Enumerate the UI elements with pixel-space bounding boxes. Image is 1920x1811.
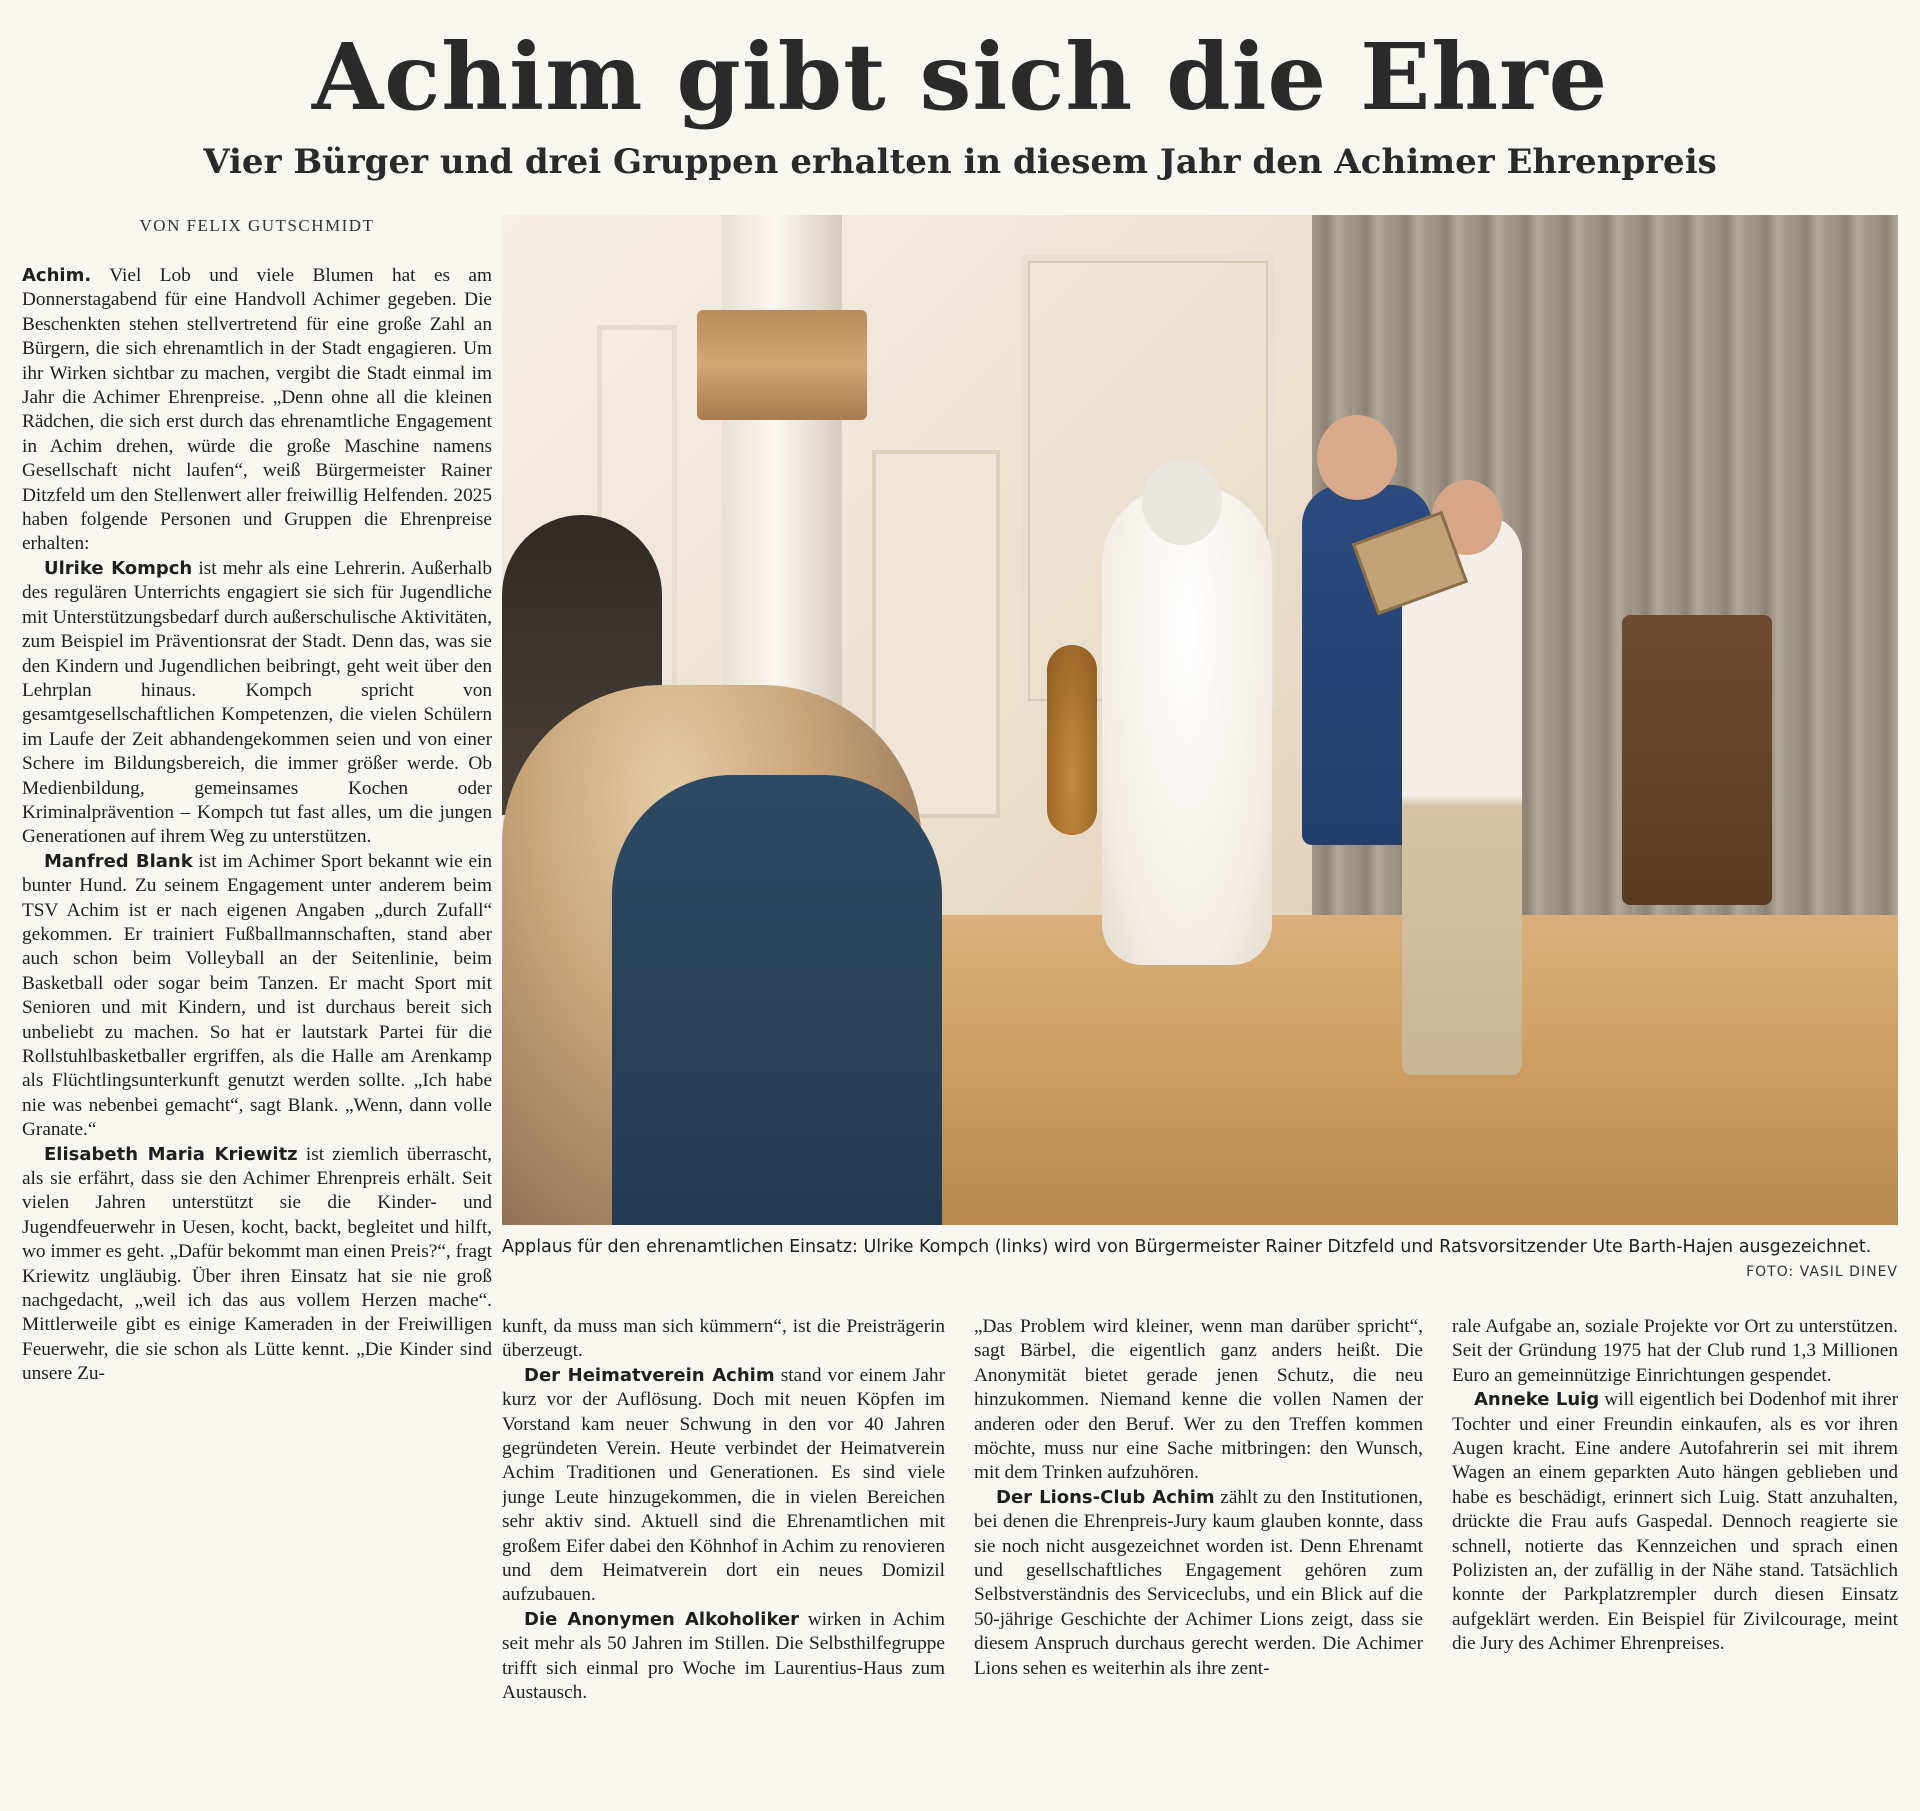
paragraph-text: ist ziemlich überrascht, als sie erfährt, dass sie den Achimer Ehrenpreis erhält. Seit vielen Jahren unterstützt sie die Kinder- und Jugendfeuerwehr in Uesen, kocht, backt, begleitet und hilft, wo immer es geht. „Dafür bekommt man einen Preis?“, fragt Kriewitz ungläubig. Über ihren Einsatz hat sie nie groß nachgedacht, „weil ich das aus vollem Herzen mache“. Mittlerweile gibt es einige Kameraden in der Freiwilligen Feuerwehr, die sie schon als Lütte kennt. „Die Kinder sind unsere Zu- bbox=[22, 1143, 492, 1385]
photo-lamp bbox=[697, 310, 867, 420]
paragraph-heimatverein bbox=[502, 1364, 945, 1608]
photo-person-head bbox=[1142, 460, 1222, 545]
text-column-1 bbox=[22, 264, 492, 1804]
photo-person-honoree bbox=[1102, 485, 1272, 965]
paragraph-lead: Elisabeth Maria Kriewitz bbox=[44, 1143, 298, 1165]
article-photo bbox=[502, 215, 1898, 1225]
paragraph-luig bbox=[1452, 1388, 1898, 1656]
paragraph-lead: Manfred Blank bbox=[44, 850, 193, 872]
photo-person-head bbox=[1317, 415, 1397, 500]
paragraph-lead: Ulrike Kompch bbox=[44, 557, 193, 579]
paragraph-continuation: rale Aufgabe an, soziale Projekte vor Ort zu unterstützen. Seit der Gründung 1975 hat der Club rund 1,3 Millionen Euro an gemeinnützige Einrichtungen gespendet. bbox=[1452, 1316, 1898, 1386]
paragraph-continuation: kunft, da muss man sich kümmern“, ist die Preisträgerin überzeugt. bbox=[502, 1316, 945, 1362]
text-column-3 bbox=[974, 1315, 1423, 1805]
text-column-4 bbox=[1452, 1315, 1898, 1805]
paragraph-lead: Achim. bbox=[22, 265, 92, 286]
paragraph-text: Viel Lob und viele Blumen hat es am Donnerstagabend für eine Handvoll Achimer gegeben. Die Beschenkten stehen stellvertretend für eine große Zahl an Bürgern, die sich ehrenamtlich in der Stadt engagieren. Um ihr Wirken sichtbar zu machen, vergibt die Stadt einmal im Jahr die Achimer Ehrenpreise. „Denn ohne all die kleinen Rädchen, die sich erst durch das ehrenamtliche Engagement in Achim drehen, würde die große Maschine namens Gesellschaft nicht laufen“, weiß Bürgermeister Rainer Ditzfeld um den Stellenwert aller freiwillig Helfenden. 2025 haben folgende Personen und Gruppen die Ehrenpreise erhalten: bbox=[22, 265, 492, 555]
paragraph-lions-club bbox=[974, 1486, 1423, 1681]
paragraph-lead: Der Lions-Club Achim bbox=[996, 1486, 1215, 1508]
photo-audience-member bbox=[612, 775, 942, 1225]
paragraph-text: ist mehr als eine Lehrerin. Außerhalb des regulären Unterrichts engagiert sie sich für Jugendliche mit Unterstützungsbedarf durch außerschulische Aktivitäten, zum Beispiel im Präventionsrat der Stadt. Denn das, was sie den Kindern und Jugendlichen beibringt, geht weit über den Lehrplan hinaus. Kompch spricht von gesamtgesellschaftlichen Kompetenzen, die vielen Schülern im Laufe der Zeit abhandengekommen seien und von einer Schere im Bildungsbereich, die immer größer werde. Ob Medienbildung, gemeinsames Kochen oder Kriminalprävention – Kompch tut fast alles, um die jungen Generationen auf ihrem Weg zu unterstützen. bbox=[22, 557, 492, 848]
paragraph-text: wirken in Achim seit mehr als 50 Jahren im Stillen. Die Selbsthilfegruppe trifft sich einmal pro Woche im Laurentius-Haus zum Austausch. bbox=[502, 1608, 945, 1704]
text-column-2 bbox=[502, 1315, 945, 1805]
paragraph-anonyme-alkoholiker bbox=[502, 1608, 945, 1706]
article-byline: VON FELIX GUTSCHMIDT bbox=[139, 216, 375, 235]
paragraph-text: ist im Achimer Sport bekannt wie ein bunter Hund. Zu seinem Engagement unter anderem beim TSV Achim ist er nach eigenen Angaben „durch Zufall“ gekommen. Er trainiert Fußballmannschaften, stand aber auch schon beim Volleyball an der Seitenlinie, beim Basketball oder sogar beim Tanzen. Er macht Sport mit Senioren und mit Kindern, und ist durchaus bereit sich unbeliebt zu machen. So hat er lautstark Partei für die Rollstuhlbasketballer ergriffen, als die Halle am Arenkamp als Flüchtlingsunterkunft genutzt werden sollte. „Ich habe nie was nebenbei gemacht“, sagt Blank. „Wenn, dann volle Granate.“ bbox=[22, 850, 492, 1141]
photo-guitar bbox=[1047, 645, 1097, 835]
paragraph-lead: Die Anonymen Alkoholiker bbox=[524, 1608, 800, 1630]
paragraph-lead: Anneke Luig bbox=[1474, 1389, 1600, 1411]
paragraph-continuation: „Das Problem wird kleiner, wenn man darüber spricht“, sagt Bärbel, die eigentlich ganz anders heißt. Die Anonymität bietet gerade jenen Schutz, die neu hinzukommen. Niemand kenne die vollen Namen der anderen oder den Beruf. Wer zu den Treffen kommen möchte, muss nur eine Sache mitbringen: den Wunsch, mit dem Trinken aufzuhören. bbox=[974, 1316, 1423, 1484]
paragraph-intro bbox=[22, 264, 492, 557]
paragraph-kriewitz bbox=[22, 1143, 492, 1387]
paragraph-lead: Der Heimatverein Achim bbox=[524, 1364, 775, 1386]
article-subheadline: Vier Bürger und drei Gruppen erhalten in diesem Jahr den Achimer Ehrenpreis bbox=[203, 142, 1717, 182]
paragraph-text: zählt zu den Institutionen, bei denen die Ehrenpreis-Jury kaum glauben konnte, dass sie noch nicht ausgezeichnet worden ist. Denn Ehrenamt und gesellschaftliches Engagement gehören zum Selbstverständnis des Serviceclubs, und ein Blick auf die 50-jährige Geschichte der Achimer Lions zeigt, dass sie diesem Anspruch durchaus gerecht werden. Die Achimer Lions sehen es weiterhin als ihre zent- bbox=[974, 1486, 1423, 1679]
photo-chair bbox=[1622, 615, 1772, 905]
article-headline: Achim gibt sich die Ehre bbox=[311, 23, 1609, 131]
paragraph-text: stand vor einem Jahr kurz vor der Auflösung. Doch mit neuen Köpfen im Vorstand kam neuer Schwung in den vor 40 Jahren gegründeten Verein. Heute verbindet der Heimatverein Achim Traditionen und Generationen. Es sind viele junge Leute hinzugekommen, die in vielen Bereichen sehr aktiv sind. Aktuell sind die Ehrenamtlichen mit großem Eifer dabei den Köhnhof in Achim zu renovieren und dem Heimatverein dort ein neues Domizil aufzubauen. bbox=[502, 1364, 945, 1606]
photo-credit: FOTO: VASIL DINEV bbox=[1746, 1264, 1898, 1280]
paragraph-text: will eigentlich bei Dodenhof mit ihrer Tochter und einer Freundin einkaufen, als es vor ihren Augen kracht. Eine andere Autofahrerin sei mit ihrem Wagen an einem geparkten Auto hängen geblieben und habe es beschädigt, erinnert sich Luig. Statt anzuhalten, drückte die Frau aufs Gaspedal. Dennoch reagierte sie schnell, notierte das Kennzeichen und sprach einen Polizisten an, der zufällig in der Nähe stand. Tatsächlich konnte der Parkplatzrempler durch diesen Einsatz aufgeklärt werden. Ein Beispiel für Zivilcourage, meint die Jury des Achimer Ehrenpreises. bbox=[1452, 1389, 1898, 1655]
paragraph-blank bbox=[22, 850, 492, 1143]
photo-caption: Applaus für den ehrenamtlichen Einsatz: Ulrike Kompch (links) wird von Bürgermeister Rainer Ditzfeld und Ratsvorsitzender Ute Barth-Hajen ausgezeichnet. bbox=[502, 1237, 1872, 1257]
paragraph-kompch bbox=[22, 557, 492, 850]
